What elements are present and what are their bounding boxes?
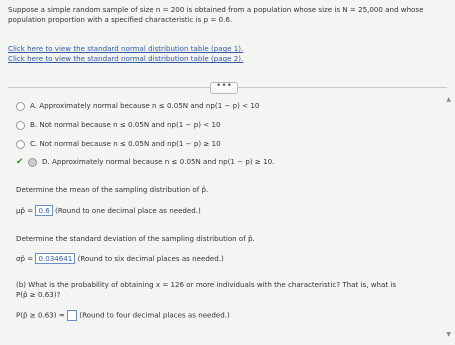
sd-question: Determine the standard deviation of the sampling distribution of p̂. — [16, 234, 255, 243]
part-b-line-1: (b) What is the probability of obtaining x = 126 or more individuals with the characteristic? That is, what is — [16, 280, 397, 289]
option-letter: C. — [30, 139, 38, 148]
triangle-down-icon[interactable]: ▼ — [446, 331, 451, 338]
option-letter: A. — [30, 101, 37, 110]
option-d[interactable] — [16, 156, 274, 168]
check-icon: ✔ — [16, 156, 24, 167]
part-b-answer-row — [16, 310, 230, 321]
table-link-page-2[interactable]: Click here to view the standard normal distribution table (page 2). — [8, 54, 244, 63]
part-b-question — [16, 280, 396, 300]
problem-statement — [8, 5, 423, 24]
radio-button[interactable] — [16, 121, 25, 130]
option-text: Not normal because n ≤ 0.05N and np(1 − p) ≥ 10 — [39, 139, 221, 148]
option-letter: D. — [42, 157, 50, 166]
sd-hint: (Round to six decimal places as needed.) — [77, 254, 224, 263]
option-text: Approximately normal because n ≤ 0.05N and np(1 − p) < 10 — [39, 101, 260, 110]
problem-line-1: Suppose a simple random sample of size n = 200 is obtained from a population whose size is N = 25,000 and whose — [8, 5, 424, 14]
option-text: Not normal because n ≤ 0.05N and np(1 − p) < 10 — [39, 120, 221, 129]
expand-button[interactable]: ••• — [210, 82, 238, 94]
radio-button[interactable] — [16, 140, 25, 149]
mean-hint: (Round to one decimal place as needed.) — [55, 206, 201, 215]
mean-answer-box[interactable]: 0.6 — [35, 205, 52, 216]
mean-question: Determine the mean of the sampling distribution of p̂. — [16, 185, 209, 194]
option-a[interactable] — [16, 100, 259, 112]
sd-answer-box[interactable]: 0.034641 — [35, 253, 75, 264]
radio-button-selected[interactable] — [28, 158, 37, 167]
mean-symbol: μp̂ = — [16, 206, 34, 215]
option-text: Approximately normal because n ≤ 0.05N and np(1 − p) ≥ 10. — [51, 157, 275, 166]
option-c[interactable] — [16, 138, 221, 150]
sd-answer-row — [16, 253, 224, 264]
radio-button[interactable] — [16, 102, 25, 111]
part-b-line-2: P(p̂ ≥ 0.63)? — [16, 290, 61, 299]
option-b[interactable] — [16, 119, 221, 131]
table-link-page-1[interactable]: Click here to view the standard normal distribution table (page 1). — [8, 44, 244, 53]
problem-line-2: population proportion with a specified characteristic is p = 0.6. — [8, 14, 233, 24]
option-letter: B. — [30, 120, 38, 129]
sd-symbol: σp̂ = — [16, 254, 34, 263]
part-b-hint: (Round to four decimal places as needed.) — [79, 310, 230, 320]
mean-answer-row — [16, 205, 201, 216]
part-b-prefix: P(p̂ ≥ 0.63) = — [16, 310, 65, 320]
part-b-answer-input[interactable] — [67, 310, 77, 321]
triangle-up-icon[interactable]: ▲ — [446, 96, 451, 103]
